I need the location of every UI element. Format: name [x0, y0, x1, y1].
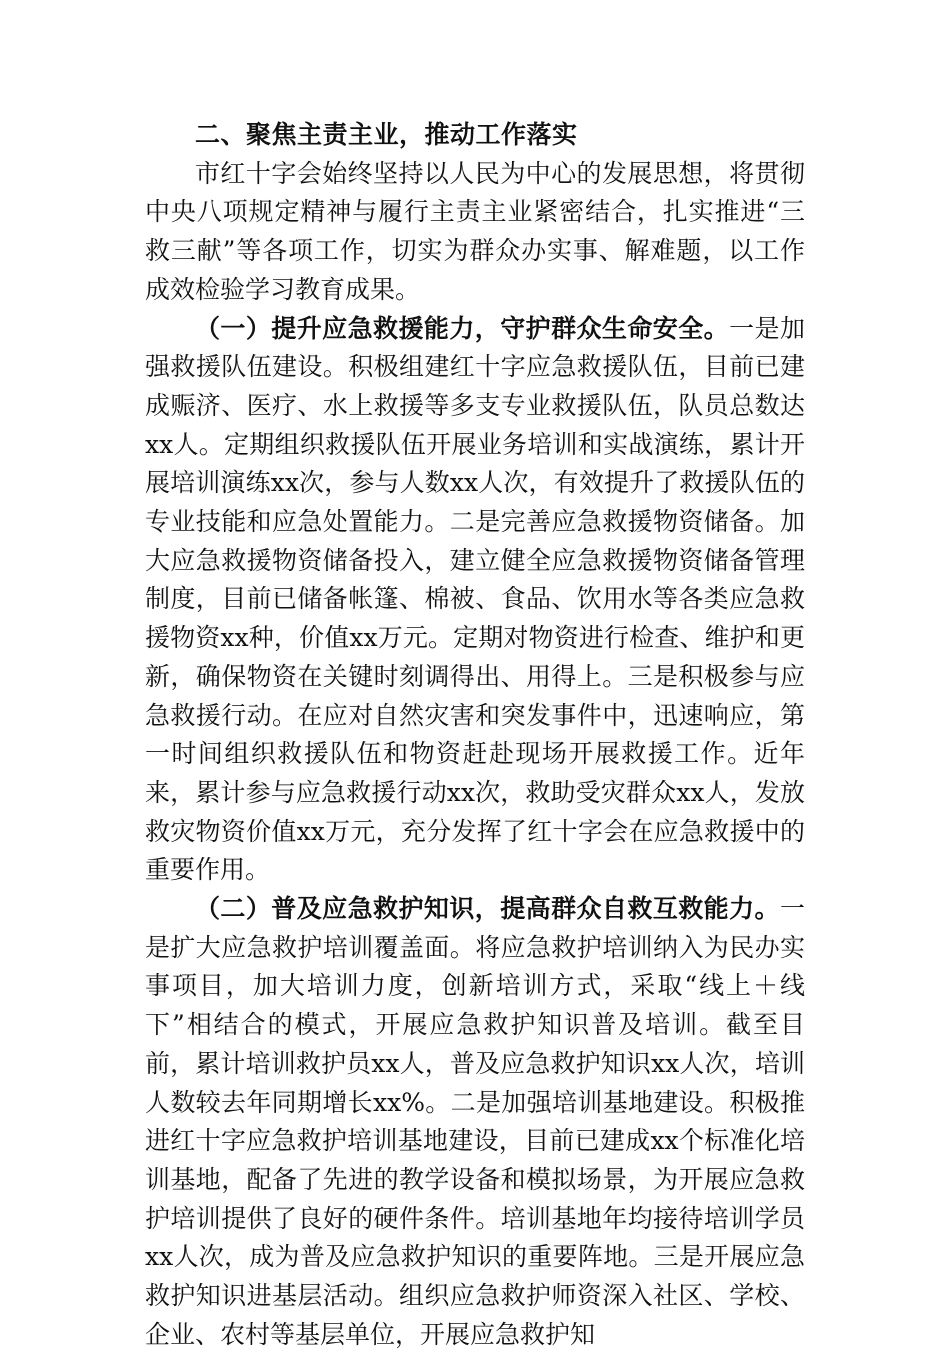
paragraph-first-aid-training	[145, 890, 805, 1354]
section-heading: 二、聚焦主责主业，推动工作落实	[195, 120, 578, 149]
document-body	[145, 116, 805, 1355]
paragraph-body: 一是加强救援队伍建设。积极组建红十字应急救援队伍，目前已建成赈济、医疗、水上救援等多支专业救援队伍，队员总数达xx人。定期组织救援队伍开展业务培训和实战演练，累计开展培训演练xx次，参与人数xx人次，有效提升了救援队伍的专业技能和应急处置能力。二是完善应急救援物资储备。加大应急救援物资储备投入，建立健全应急救援物资储备管理制度，目前已储备帐篷、棉被、食品、饮用水等各类应急救援物资xx种，价值xx万元。定期对物资进行检查、维护和更新，确保物资在关键时刻调得出、用得上。三是积极参与应急救援行动。在应对自然灾害和突发事件中，迅速响应，第一时间组织救援队伍和物资赶赴现场开展救援工作。近年来，累计参与应急救援行动xx次，救助受灾群众xx人，发放救灾物资价值xx万元，充分发挥了红十字会在应急救援中的重要作用。	[145, 313, 805, 885]
paragraph-heading: （二）普及应急救护知识，提高群众自救互救能力。	[195, 894, 780, 924]
paragraph-body: 一是扩大应急救护培训覆盖面。将应急救护培训纳入为民办实事项目，加大培训力度，创新培训方式，采取“线上＋线下”相结合的模式，开展应急救护知识普及培训。截至目前，累计培训救护员xx人，普及应急救护知识xx人次，培训人数较去年同期增长xx%。二是加强培训基地建设。积极推进红十字应急救护培训基地建设，目前已建成xx个标准化培训基地，配备了先进的教学设备和模拟场景，为开展应急救护培训提供了良好的硬件条件。培训基地年均接待培训学员xx人次，成为普及应急救护知识的重要阵地。三是开展应急救护知识进基层活动。组织应急救护师资深入社区、学校、企业、农村等基层单位，开展应急救护知	[145, 894, 805, 1349]
intro-paragraph: 市红十字会始终坚持以人民为中心的发展思想，将贯彻中央八项规定精神与履行主责主业紧密结合，扎实推进“三救三献”等各项工作，切实为群众办实事、解难题，以工作成效检验学习教育成果。	[145, 158, 805, 304]
paragraph-emergency-rescue	[145, 310, 805, 891]
paragraph-heading: （一）提升应急救援能力，守护群众生命安全。	[195, 313, 730, 343]
